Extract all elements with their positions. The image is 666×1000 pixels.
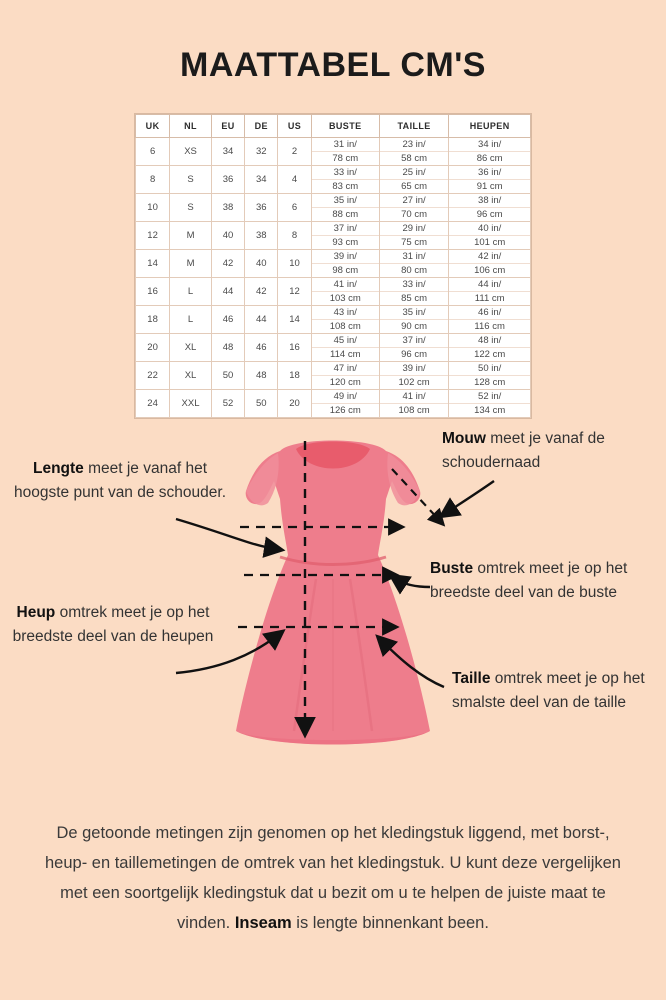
cell-heupen-cm: 111 cm bbox=[474, 293, 505, 304]
cell-heupen-cm: 116 cm bbox=[474, 321, 505, 332]
cell-eu: 52 bbox=[211, 390, 244, 418]
cell-eu: 46 bbox=[211, 306, 244, 334]
cell-heupen-inches: 38 in/ bbox=[449, 194, 530, 208]
annotation-buste-text: omtrek meet je op het breedste deel van de buste bbox=[430, 560, 628, 601]
table-row bbox=[136, 390, 531, 418]
cell-eu: 40 bbox=[211, 222, 244, 250]
cell-buste-inches: 47 in/ bbox=[312, 362, 379, 376]
cell-taille bbox=[379, 390, 448, 418]
cell-heupen bbox=[449, 194, 531, 222]
col-header-heupen: HEUPEN bbox=[449, 115, 531, 138]
cell-heupen-cm: 91 cm bbox=[476, 181, 503, 192]
cell-heupen-cm: 96 cm bbox=[476, 209, 503, 220]
annotation-heup-text: omtrek meet je op het breedste deel van de heupen bbox=[12, 604, 214, 645]
footer-text-part2: is lengte binnenkant been. bbox=[291, 914, 489, 932]
cell-eu: 36 bbox=[211, 166, 244, 194]
cell-buste-cm: 114 cm bbox=[330, 349, 361, 360]
cell-nl: XL bbox=[170, 334, 212, 362]
cell-eu: 38 bbox=[211, 194, 244, 222]
cell-buste bbox=[311, 166, 379, 194]
cell-buste-cm: 108 cm bbox=[329, 321, 361, 332]
cell-uk: 20 bbox=[136, 334, 170, 362]
cell-eu: 50 bbox=[211, 362, 244, 390]
cell-eu: 48 bbox=[211, 334, 244, 362]
table-row bbox=[136, 194, 531, 222]
annotation-lengte bbox=[6, 457, 234, 505]
cell-heupen bbox=[449, 306, 531, 334]
cell-nl: L bbox=[170, 278, 212, 306]
cell-taille-inches: 25 in/ bbox=[380, 166, 448, 180]
cell-heupen-cm: 86 cm bbox=[476, 153, 503, 164]
cell-buste bbox=[311, 250, 379, 278]
cell-heupen-inches: 48 in/ bbox=[449, 334, 530, 348]
cell-taille-inches: 39 in/ bbox=[380, 362, 448, 376]
annotation-taille bbox=[452, 667, 662, 715]
table-row bbox=[136, 250, 531, 278]
cell-buste bbox=[311, 306, 379, 334]
cell-uk: 8 bbox=[136, 166, 170, 194]
cell-nl: M bbox=[170, 222, 212, 250]
cell-taille bbox=[379, 362, 448, 390]
cell-uk: 16 bbox=[136, 278, 170, 306]
size-table-container bbox=[134, 113, 532, 419]
cell-heupen-inches: 50 in/ bbox=[449, 362, 530, 376]
cell-de: 38 bbox=[245, 222, 278, 250]
col-header-buste: BUSTE bbox=[311, 115, 379, 138]
cell-buste-cm: 88 cm bbox=[332, 209, 359, 220]
cell-taille-inches: 23 in/ bbox=[380, 138, 448, 152]
cell-heupen bbox=[449, 138, 531, 166]
cell-taille-inches: 33 in/ bbox=[380, 278, 448, 292]
cell-us: 8 bbox=[278, 222, 311, 250]
annotation-taille-term: Taille bbox=[452, 670, 491, 687]
cell-buste-inches: 33 in/ bbox=[312, 166, 379, 180]
cell-de: 44 bbox=[245, 306, 278, 334]
cell-nl: XXL bbox=[170, 390, 212, 418]
cell-nl: S bbox=[170, 194, 212, 222]
cell-buste-inches: 37 in/ bbox=[312, 222, 379, 236]
col-header-nl: NL bbox=[170, 115, 212, 138]
annotation-heup bbox=[4, 601, 222, 649]
cell-buste bbox=[311, 390, 379, 418]
cell-heupen-cm: 101 cm bbox=[474, 237, 506, 248]
cell-de: 36 bbox=[245, 194, 278, 222]
footer-note bbox=[36, 818, 630, 938]
cell-buste-cm: 78 cm bbox=[332, 153, 359, 164]
cell-taille-cm: 108 cm bbox=[398, 405, 430, 416]
cell-taille-cm: 96 cm bbox=[401, 349, 428, 360]
cell-heupen-inches: 52 in/ bbox=[449, 390, 530, 404]
cell-buste-cm: 120 cm bbox=[329, 377, 361, 388]
cell-heupen bbox=[449, 250, 531, 278]
cell-heupen bbox=[449, 334, 531, 362]
annotation-buste bbox=[430, 557, 654, 605]
cell-heupen-cm: 134 cm bbox=[474, 405, 506, 416]
cell-nl: L bbox=[170, 306, 212, 334]
cell-buste bbox=[311, 278, 379, 306]
col-header-eu: EU bbox=[211, 115, 244, 138]
cell-buste-inches: 39 in/ bbox=[312, 250, 379, 264]
cell-eu: 34 bbox=[211, 138, 244, 166]
annotation-mouw-term: Mouw bbox=[442, 430, 486, 447]
cell-us: 2 bbox=[278, 138, 311, 166]
cell-taille-cm: 70 cm bbox=[401, 209, 428, 220]
cell-buste bbox=[311, 222, 379, 250]
cell-de: 46 bbox=[245, 334, 278, 362]
table-header-row bbox=[136, 115, 531, 138]
cell-buste-cm: 93 cm bbox=[332, 237, 359, 248]
cell-uk: 18 bbox=[136, 306, 170, 334]
cell-uk: 24 bbox=[136, 390, 170, 418]
cell-buste bbox=[311, 334, 379, 362]
cell-de: 42 bbox=[245, 278, 278, 306]
annotation-mouw bbox=[442, 427, 658, 475]
cell-eu: 42 bbox=[211, 250, 244, 278]
cell-buste-inches: 41 in/ bbox=[312, 278, 379, 292]
dress-illustration-section bbox=[0, 429, 666, 779]
cell-taille-cm: 85 cm bbox=[401, 293, 428, 304]
table-row bbox=[136, 222, 531, 250]
cell-taille-cm: 102 cm bbox=[398, 377, 430, 388]
cell-us: 16 bbox=[278, 334, 311, 362]
cell-taille bbox=[379, 194, 448, 222]
cell-uk: 10 bbox=[136, 194, 170, 222]
cell-buste-inches: 31 in/ bbox=[312, 138, 379, 152]
table-row bbox=[136, 334, 531, 362]
table-header bbox=[136, 115, 531, 138]
size-table bbox=[135, 114, 531, 418]
annotation-mouw-text: meet je vanaf de schoudernaad bbox=[442, 430, 605, 471]
cell-heupen-inches: 34 in/ bbox=[449, 138, 530, 152]
table-row bbox=[136, 166, 531, 194]
cell-taille-inches: 31 in/ bbox=[380, 250, 448, 264]
cell-uk: 6 bbox=[136, 138, 170, 166]
table-row bbox=[136, 138, 531, 166]
table-row bbox=[136, 362, 531, 390]
table-body bbox=[136, 138, 531, 418]
cell-heupen bbox=[449, 362, 531, 390]
table-row bbox=[136, 278, 531, 306]
cell-taille-cm: 80 cm bbox=[401, 265, 428, 276]
cell-heupen-cm: 122 cm bbox=[474, 349, 506, 360]
cell-us: 6 bbox=[278, 194, 311, 222]
cell-heupen-cm: 106 cm bbox=[474, 265, 506, 276]
cell-heupen bbox=[449, 390, 531, 418]
cell-heupen-cm: 128 cm bbox=[474, 377, 506, 388]
cell-uk: 22 bbox=[136, 362, 170, 390]
cell-heupen bbox=[449, 278, 531, 306]
cell-buste-inches: 43 in/ bbox=[312, 306, 379, 320]
col-header-us: US bbox=[278, 115, 311, 138]
cell-eu: 44 bbox=[211, 278, 244, 306]
cell-taille bbox=[379, 166, 448, 194]
cell-de: 48 bbox=[245, 362, 278, 390]
cell-uk: 14 bbox=[136, 250, 170, 278]
cell-buste-cm: 126 cm bbox=[329, 405, 361, 416]
cell-heupen-inches: 42 in/ bbox=[449, 250, 530, 264]
cell-taille-inches: 41 in/ bbox=[380, 390, 448, 404]
cell-taille bbox=[379, 334, 448, 362]
cell-de: 34 bbox=[245, 166, 278, 194]
cell-buste-inches: 45 in/ bbox=[312, 334, 379, 348]
cell-taille bbox=[379, 222, 448, 250]
cell-us: 4 bbox=[278, 166, 311, 194]
cell-taille bbox=[379, 306, 448, 334]
cell-heupen-inches: 36 in/ bbox=[449, 166, 530, 180]
footer-term-inseam: Inseam bbox=[234, 914, 292, 932]
cell-buste-cm: 83 cm bbox=[332, 181, 359, 192]
annotation-lengte-term: Lengte bbox=[32, 460, 84, 477]
cell-heupen-inches: 40 in/ bbox=[449, 222, 530, 236]
cell-nl: XL bbox=[170, 362, 212, 390]
cell-taille-cm: 65 cm bbox=[401, 181, 428, 192]
cell-buste-inches: 49 in/ bbox=[312, 390, 379, 404]
cell-us: 14 bbox=[278, 306, 311, 334]
cell-uk: 12 bbox=[136, 222, 170, 250]
cell-taille-cm: 75 cm bbox=[401, 237, 428, 248]
cell-de: 32 bbox=[245, 138, 278, 166]
cell-taille bbox=[379, 278, 448, 306]
annotation-heup-term: Heup bbox=[16, 604, 56, 621]
cell-de: 40 bbox=[245, 250, 278, 278]
annotation-buste-term: Buste bbox=[430, 560, 474, 577]
cell-de: 50 bbox=[245, 390, 278, 418]
table-row bbox=[136, 306, 531, 334]
cell-us: 12 bbox=[278, 278, 311, 306]
dress-illustration bbox=[208, 429, 458, 769]
cell-buste bbox=[311, 194, 379, 222]
cell-taille-inches: 35 in/ bbox=[380, 306, 448, 320]
cell-heupen bbox=[449, 222, 531, 250]
cell-buste bbox=[311, 138, 379, 166]
cell-nl: M bbox=[170, 250, 212, 278]
cell-buste-cm: 103 cm bbox=[329, 293, 361, 304]
cell-buste-inches: 35 in/ bbox=[312, 194, 379, 208]
cell-taille-inches: 37 in/ bbox=[380, 334, 448, 348]
cell-heupen-inches: 44 in/ bbox=[449, 278, 530, 292]
col-header-uk: UK bbox=[136, 115, 170, 138]
page-title: MAATTABEL CM'S bbox=[180, 46, 486, 84]
cell-taille-cm: 90 cm bbox=[401, 321, 428, 332]
cell-taille bbox=[379, 138, 448, 166]
cell-heupen bbox=[449, 166, 531, 194]
cell-us: 10 bbox=[278, 250, 311, 278]
cell-heupen-inches: 46 in/ bbox=[449, 306, 530, 320]
cell-buste-cm: 98 cm bbox=[332, 265, 359, 276]
annotation-lengte-text: meet je vanaf het hoogste punt van de schouder. bbox=[14, 460, 226, 501]
cell-buste bbox=[311, 362, 379, 390]
footer-text-part1: De getoonde metingen zijn genomen op het kledingstuk liggend, met borst-, heup- en taillemetingen de omtrek van het kledingstuk. U kunt deze vergelijken met een soortgelijk kledingstuk dat u bezit om u te helpen de juiste maat te vinden. bbox=[44, 824, 621, 932]
cell-taille bbox=[379, 250, 448, 278]
cell-us: 20 bbox=[278, 390, 311, 418]
cell-nl: XS bbox=[170, 138, 212, 166]
cell-us: 18 bbox=[278, 362, 311, 390]
cell-nl: S bbox=[170, 166, 212, 194]
cell-taille-inches: 29 in/ bbox=[380, 222, 448, 236]
col-header-taille: TAILLE bbox=[379, 115, 448, 138]
annotation-taille-text: omtrek meet je op het smalste deel van de taille bbox=[452, 670, 645, 711]
cell-taille-inches: 27 in/ bbox=[380, 194, 448, 208]
cell-taille-cm: 58 cm bbox=[401, 153, 428, 164]
col-header-de: DE bbox=[245, 115, 278, 138]
